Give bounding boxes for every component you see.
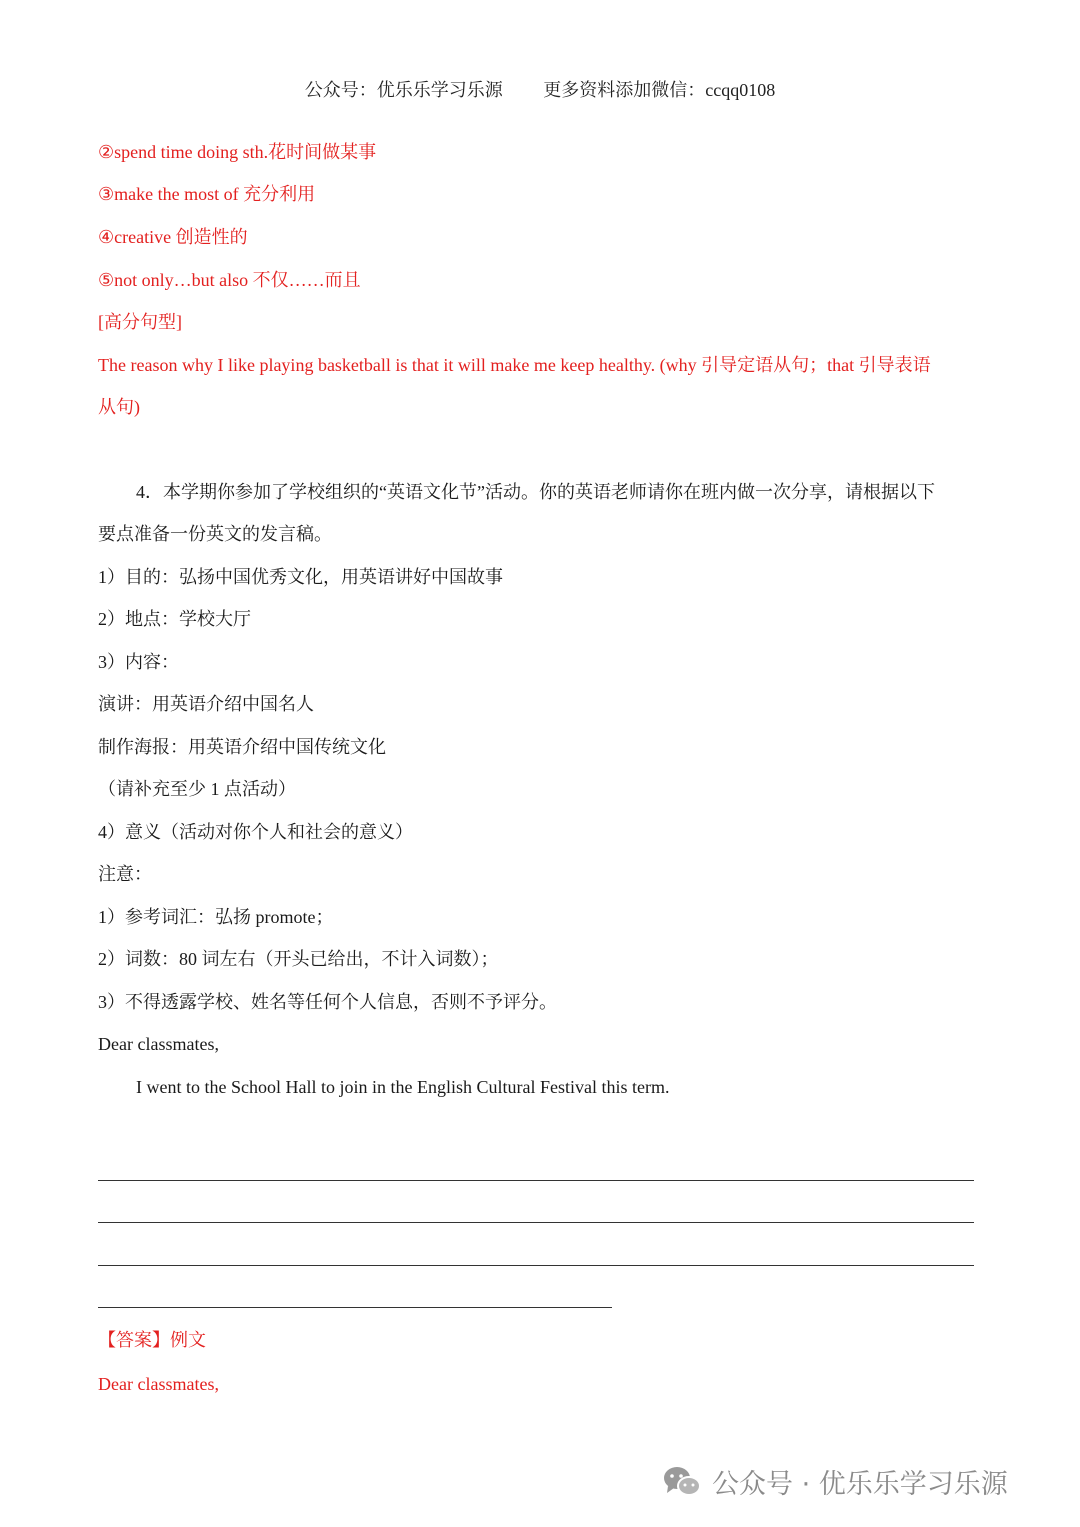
header-account: 公众号：优乐乐学习乐源 bbox=[304, 80, 503, 100]
answer-label: 【答案】例文 bbox=[98, 1330, 206, 1350]
high-sentence-line: The reason why I like playing basketball is that it will make me keep healthy. (why 引导定语从句；that 引导表语 bbox=[98, 355, 931, 375]
question-item: 3）不得透露学校、姓名等任何个人信息，否则不予评分。 bbox=[98, 992, 557, 1012]
high-sentence-line: 从句) bbox=[98, 397, 140, 417]
high-sentence-heading: [高分句型] bbox=[98, 312, 182, 332]
question-item: 1）目的：弘扬中国优秀文化，用英语讲好中国故事 bbox=[98, 567, 503, 587]
question-prompt: 4．本学期你参加了学校组织的“英语文化节”活动。你的英语老师请你在班内做一次分享，请根据以下 bbox=[136, 482, 935, 502]
writing-line bbox=[98, 1180, 974, 1181]
question-item: 制作海报：用英语介绍中国传统文化 bbox=[98, 737, 386, 757]
writing-line bbox=[98, 1307, 612, 1308]
writing-line bbox=[98, 1222, 974, 1223]
question-item: 4）意义（活动对你个人和社会的意义） bbox=[98, 822, 413, 842]
vocab-item: ②spend time doing sth.花时间做某事 bbox=[98, 142, 377, 162]
vocab-item: ③make the most of 充分利用 bbox=[98, 184, 316, 204]
question-item: （请补充至少 1 点活动） bbox=[98, 779, 296, 799]
vocab-item: ⑤not only…but also 不仅……而且 bbox=[98, 270, 361, 290]
watermark-text: 公众号 · 优乐乐学习乐源 bbox=[712, 1469, 1008, 1500]
question-item: 2）地点：学校大厅 bbox=[98, 609, 251, 629]
question-item: 3）内容： bbox=[98, 652, 179, 672]
header-contact: 更多资料添加微信：ccqq0108 bbox=[543, 80, 776, 100]
wechat-icon bbox=[662, 1464, 702, 1500]
question-item: 2）词数：80 词左右（开头已给出，不计入词数）； bbox=[98, 949, 499, 969]
vocab-item: ④creative 创造性的 bbox=[98, 227, 248, 247]
watermark bbox=[662, 1462, 1008, 1501]
letter-opening: I went to the School Hall to join in the English Cultural Festival this term. bbox=[136, 1077, 670, 1097]
writing-line bbox=[98, 1265, 974, 1266]
question-prompt-cont: 要点准备一份英文的发言稿。 bbox=[98, 524, 332, 544]
question-item: 注意： bbox=[98, 864, 152, 884]
page-header bbox=[0, 76, 1080, 102]
question-item: 演讲：用英语介绍中国名人 bbox=[98, 694, 314, 714]
letter-greeting: Dear classmates, bbox=[98, 1034, 219, 1054]
question-item: 1）参考词汇：弘扬 promote； bbox=[98, 907, 334, 927]
answer-greeting: Dear classmates, bbox=[98, 1374, 219, 1394]
